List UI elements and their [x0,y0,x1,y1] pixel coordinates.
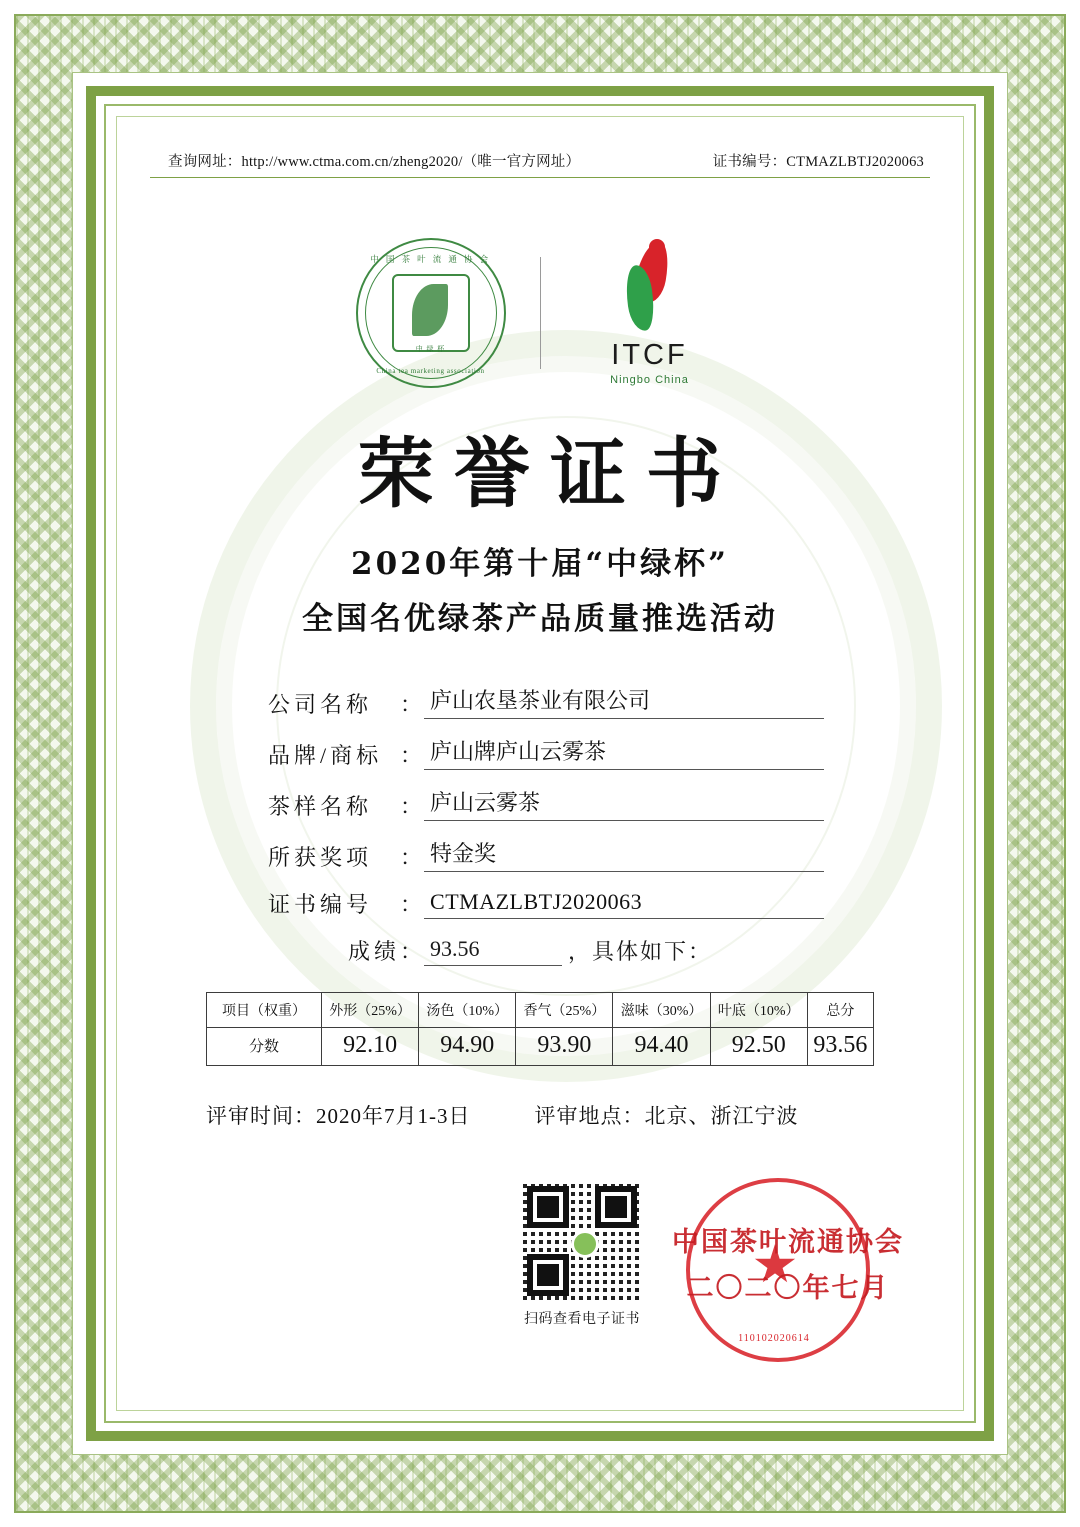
total-score-value: 93.56 [424,936,562,966]
query-url-text: 查询网址：http://www.ctma.com.cn/zheng2020/（唯一官方网址） [168,154,581,170]
review-time [206,1100,471,1130]
table-header-cell: 叶底（10%） [710,993,807,1028]
ctma-seal-top-text: 中 国 茶 叶 流 通 协 会 [370,253,491,264]
footer-area [150,1182,930,1392]
field-value: 庐山云雾茶 [424,786,824,821]
field-value: CTMAZLBTJ2020063 [424,889,824,919]
qr-block[interactable] [518,1182,646,1328]
field-value: 庐山农垦茶业有限公司 [424,684,824,719]
field-brand-trademark [268,735,930,770]
field-total-score [268,935,930,966]
review-place [535,1100,799,1130]
score-tail-text: ，具体如下： [568,939,713,964]
table-cell: 92.50 [710,1028,807,1066]
qr-code-icon[interactable] [523,1182,641,1300]
field-value: 庐山牌庐山云雾茶 [424,735,824,770]
table-header-cell: 总分 [807,993,873,1028]
review-time-value: 2020年7月1-3日 [316,1104,471,1128]
field-label: 证书编号 [268,892,373,917]
ctma-seal-bottom-text: China tea marketing association [376,366,485,375]
field-award [268,837,930,872]
table-header-cell: 滋味（30%） [613,993,710,1028]
field-list [150,684,930,966]
review-info [206,1100,930,1130]
certificate-content [150,150,930,1380]
table-header-cell: 项目（权重） [207,993,322,1028]
ctma-seal-logo [356,238,506,388]
certificate-number-text: 证书编号：CTMAZLBTJ2020063 [712,154,924,170]
stamp-date: 二〇二〇年七月 [686,1273,890,1304]
table-header-cell: 香气（25%） [516,993,613,1028]
stamp-bottom-code: 110102020614 [738,1333,810,1344]
field-label: 公司名称 [268,692,373,717]
field-company-name [268,684,930,719]
table-row-label: 分数 [207,1028,322,1066]
itcf-name: ITCF [611,339,688,371]
field-tea-sample-name [268,786,930,821]
logo-row [150,230,930,395]
field-certificate-number [268,888,930,919]
field-colon: ： [400,845,423,870]
itcf-logo [575,239,725,386]
table-cell: 93.56 [807,1028,873,1066]
itcf-flame-icon [575,239,725,335]
header-line [150,150,930,178]
table-row [207,1028,874,1066]
field-value: 特金奖 [424,837,824,872]
review-place-value: 北京、浙江宁波 [644,1104,799,1128]
page-title: 荣誉证书 [358,429,742,518]
field-label: 成绩 [347,939,400,964]
table-cell: 94.40 [613,1028,710,1066]
score-table [206,992,874,1066]
table-cell: 92.10 [322,1028,419,1066]
official-stamp [658,1174,918,1364]
field-colon: ： [400,794,423,819]
qr-caption: 扫码查看电子证书 [524,1312,640,1327]
field-colon: ： [400,743,423,768]
ctma-seal-mid-text: 中 绿 杯 [415,344,446,353]
field-label: 所获奖项 [268,845,373,870]
table-header-row [207,993,874,1028]
logo-divider [540,257,541,369]
subtitle-line-1: 2020年第十届“中绿杯” [351,546,729,582]
field-label: 品牌/商标 [268,743,383,768]
field-colon: ： [400,939,423,964]
ctma-seal-leaf-icon [392,274,470,352]
review-time-label: 评审时间： [206,1104,316,1128]
table-cell: 94.90 [419,1028,516,1066]
subtitle-line-2: 全国名优绿茶产品质量推选活动 [302,601,778,637]
stamp-org-name: 中国茶叶流通协会 [672,1227,904,1258]
itcf-subtitle: Ningbo China [610,374,689,386]
table-header-cell: 外形（25%） [322,993,419,1028]
table-cell: 93.90 [516,1028,613,1066]
review-place-label: 评审地点： [534,1104,645,1128]
field-colon: ： [400,892,423,917]
table-header-cell: 汤色（10%） [419,993,516,1028]
field-label: 茶样名称 [268,794,373,819]
field-colon: ： [400,692,423,717]
